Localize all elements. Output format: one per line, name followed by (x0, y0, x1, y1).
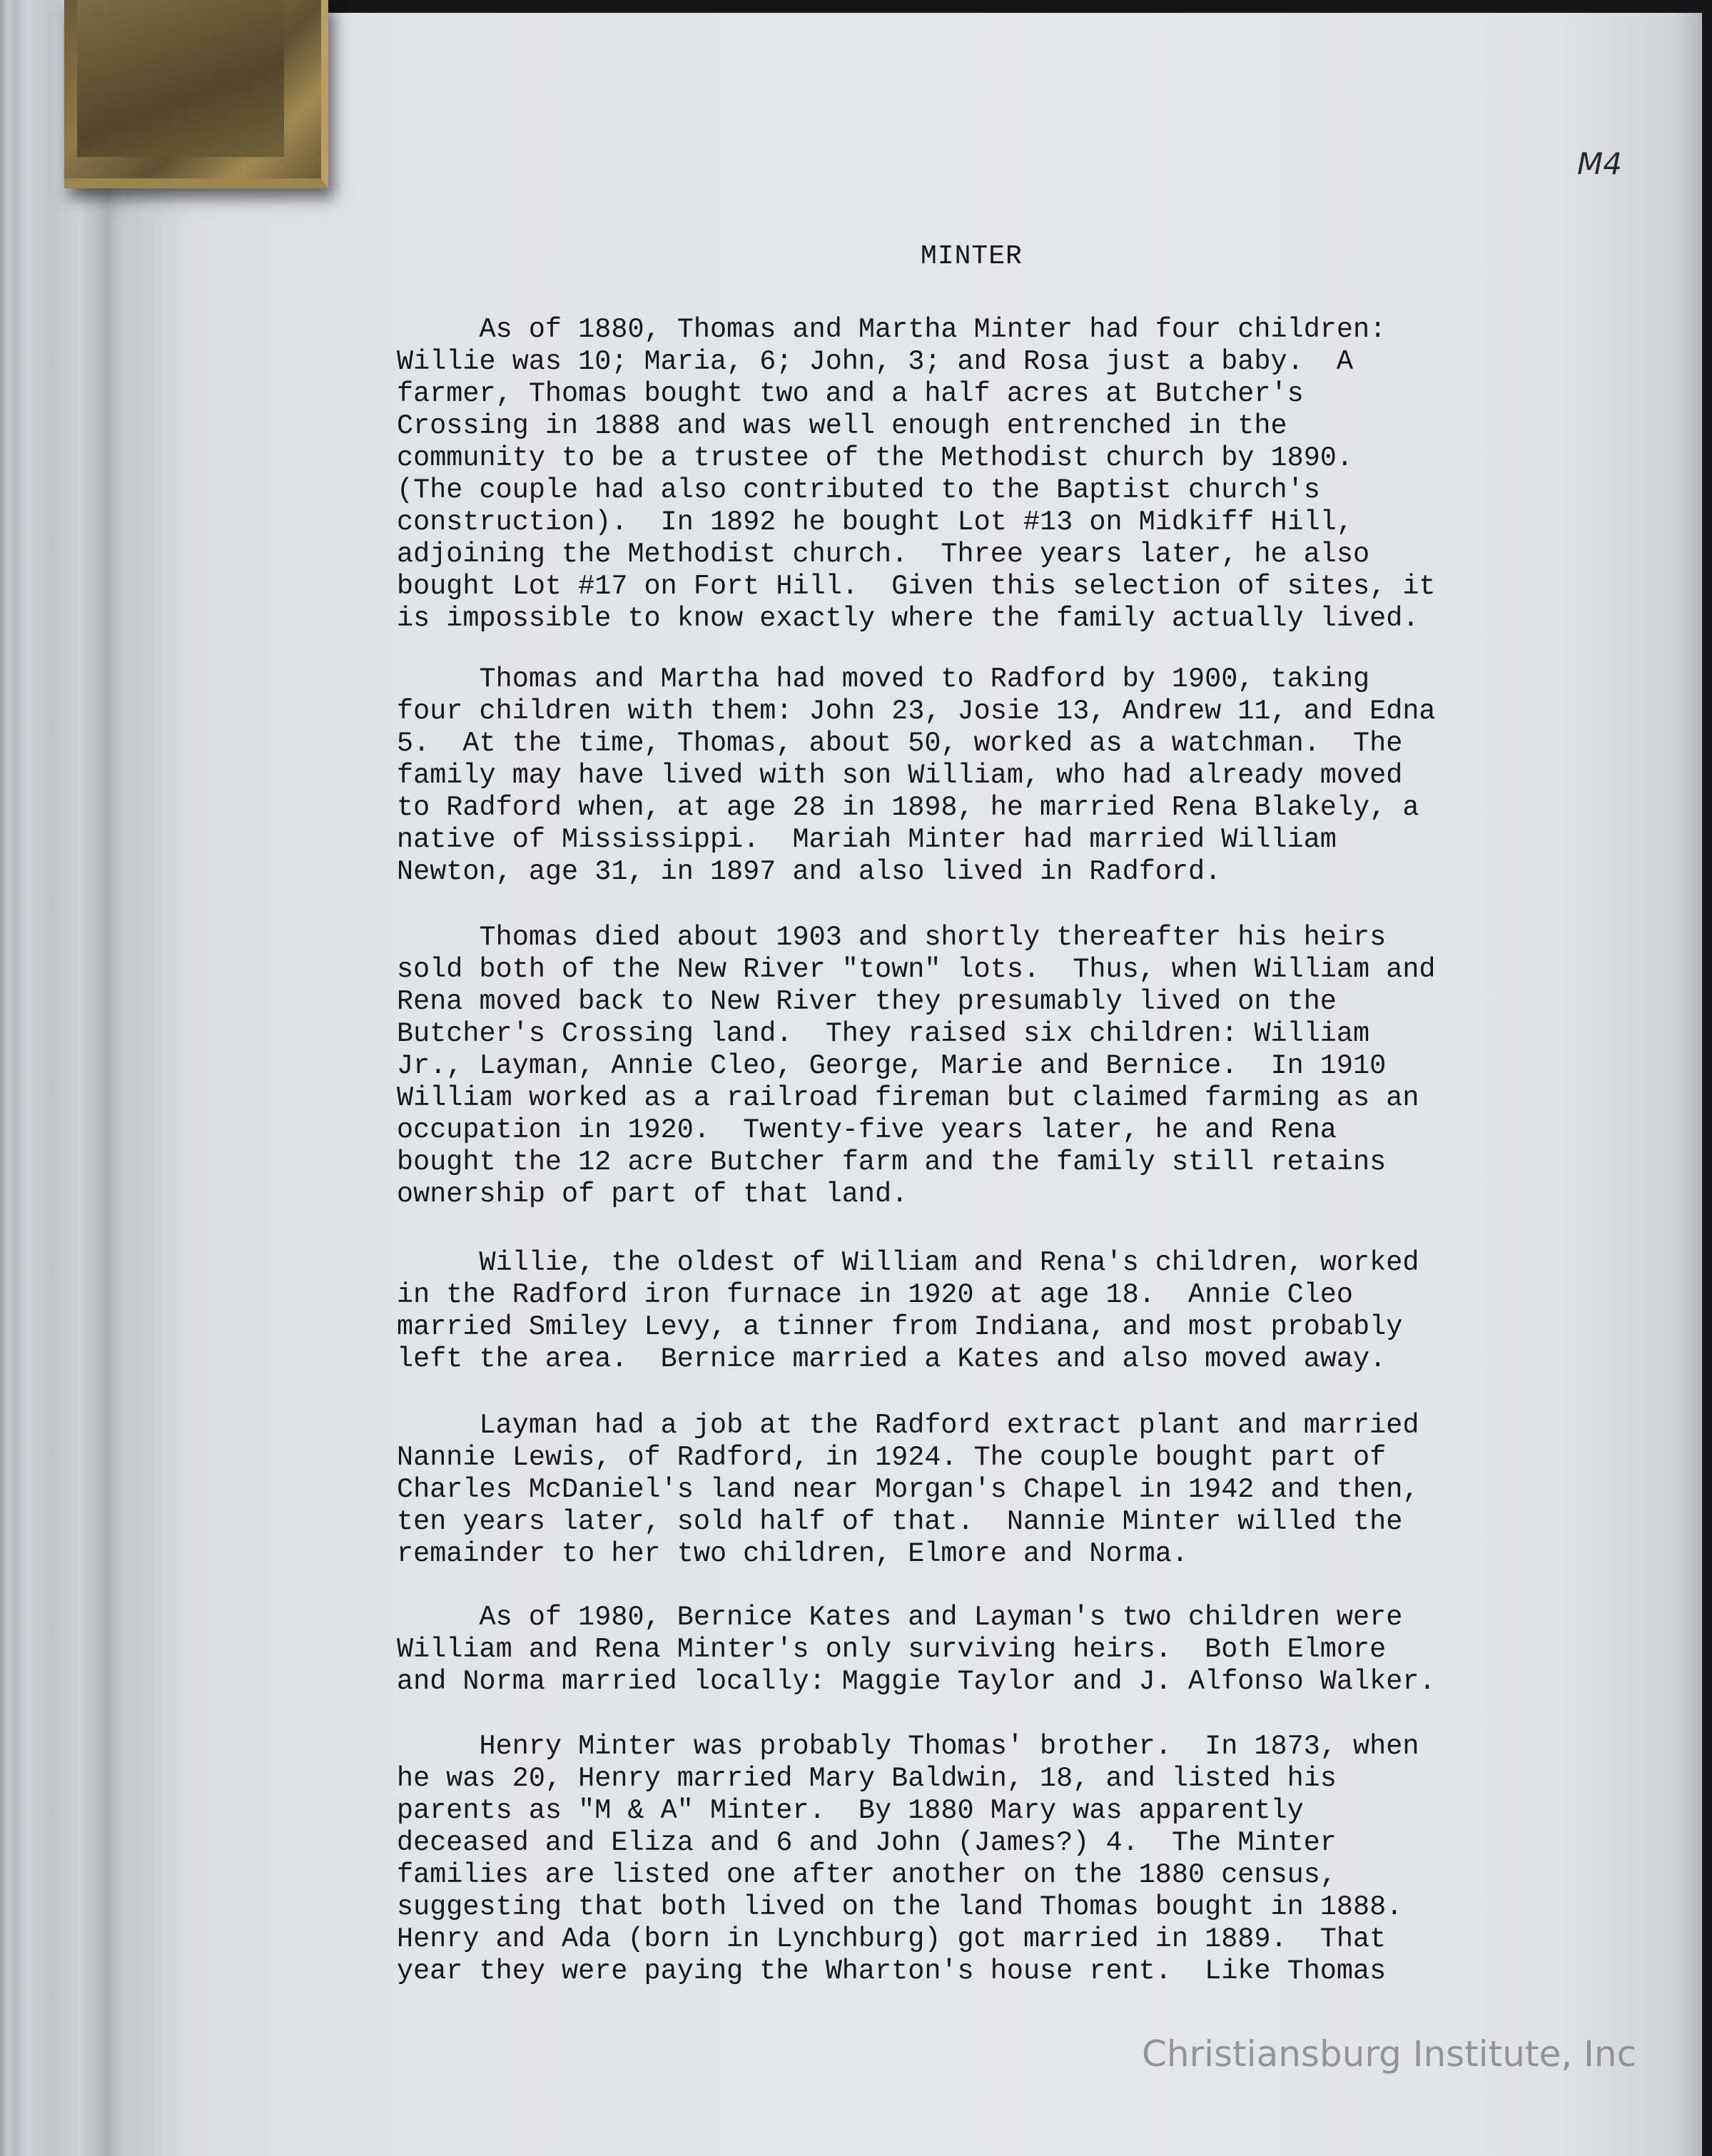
paragraph-5: Layman had a job at the Radford extract plant and married Nannie Lewis, of Radford, in 1924. The couple bought part of Charles McDaniel's land near Morgan's Chapel in 1942 and then, ten years later, sold half of that. Nannie Minter willed the remainder to her two children, Elmore and Norma. (397, 1410, 1419, 1570)
page-stack-edge (0, 0, 125, 2156)
binder-clip-face (77, 0, 284, 157)
paragraph-1: As of 1880, Thomas and Martha Minter had four children: Willie was 10; Maria, 6; John, 3; and Rosa just a baby. A farmer, Thomas bought two and a half acres at Butcher's Crossing in 1888 and was well enough entrenched in the community to be a trustee of the Methodist church by 1890. (The couple had also contributed to the Baptist church's construction). In 1892 he bought Lot #13 on Midkiff Hill, adjoining the Methodist church. Three years later, he also bought Lot #17 on Fort Hill. Given this selection of sites, it is impossible to know exactly where the family actually lived. (397, 314, 1436, 634)
binder-clip (64, 0, 328, 188)
paragraph-2: Thomas and Martha had moved to Radford by 1900, taking four children with them: John 23, Josie 13, Andrew 11, and Edna 5. At the time, Thomas, about 50, worked as a watchman. The family may have lived with son William, who had already moved to Radford when, at age 28 in 1898, he married Rena Blakely, a native of Mississippi. Mariah Minter had married William Newton, age 31, in 1897 and also lived in Radford. (397, 663, 1436, 888)
watermark: Christiansburg Institute, Inc (1142, 2033, 1637, 2075)
paragraph-6: As of 1980, Bernice Kates and Layman's two children were William and Rena Minter's only surviving heirs. Both Elmore and Norma married locally: Maggie Taylor and J. Alfonso Walker. (397, 1602, 1436, 1697)
paragraph-4: Willie, the oldest of William and Rena's children, worked in the Radford iron furnace in 1920 at age 18. Annie Cleo married Smiley Levy, a tinner from Indiana, and most probably left the area. Bernice married a Kates and also moved away. (397, 1247, 1419, 1375)
page-curl-shadow (1673, 13, 1702, 2156)
paragraph-7: Henry Minter was probably Thomas' brother. In 1873, when he was 20, Henry married Mary Baldwin, 18, and listed his parents as "M & A" Minter. By 1880 Mary was apparently deceased and Eliza and 6 and John (James?) 4. The Minter families are listed one after another on the 1880 census, suggesting that both lived on the land Thomas bought in 1888. Henry and Ada (born in Lynchburg) got married in 1889. That year they were paying the Wharton's house rent. Like Thomas (397, 1731, 1419, 1987)
page-number: M4 (1577, 146, 1622, 181)
page-title: MINTER (921, 241, 1023, 272)
paragraph-3: Thomas died about 1903 and shortly thereafter his heirs sold both of the New River "town" lots. Thus, when William and Rena moved back to New River they presumably lived on the Butcher's Crossing land. They raised six children: William Jr., Layman, Annie Cleo, George, Marie and Bernice. In 1910 William worked as a railroad fireman but claimed farming as an occupation in 1920. Twenty-five years later, he and Rena bought the 12 acre Butcher farm and the family still retains ownership of part of that land. (397, 922, 1436, 1210)
